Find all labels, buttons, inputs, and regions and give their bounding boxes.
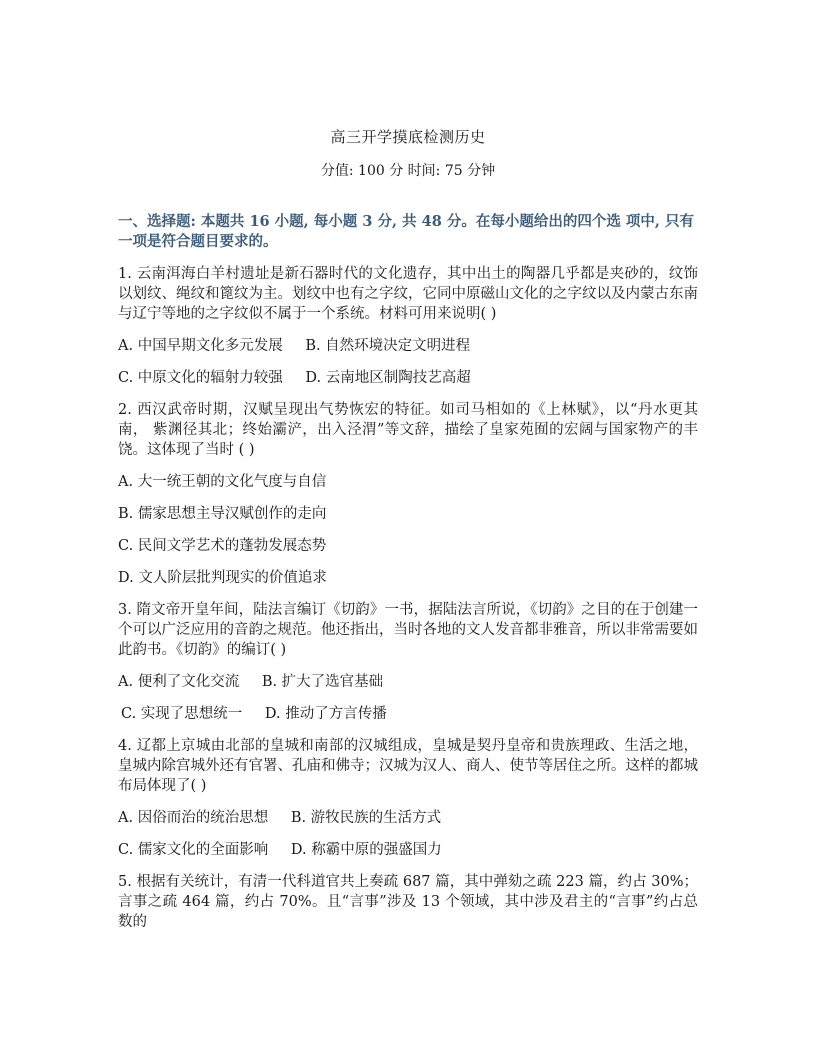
question-4-option-a: A. 因俗而治的统治思想 xyxy=(118,810,269,826)
question-2-stem: 2. 西汉武帝时期，汉赋呈现出气势恢宏的特征。如司马相如的《上林赋》，以“丹水更其南， 紫渊径其北；终始灞浐，出入泾渭”等文辞，描绘了皇家苑囿的宏阔与国家物产的丰饶。这体现了当时 ( ) xyxy=(118,402,698,458)
question-1-option-b: B. 自然环境决定文明进程 xyxy=(305,338,471,354)
question-5-stem: 5. 根据有关统计，有清一代科道官共上奏疏 687 篇，其中弹劾之疏 223 篇，约占 30%；言事之疏 464 篇，约占 70%。且“言事”涉及 13 个领域，其中涉及君主的“言事”约占总数的 xyxy=(118,874,698,930)
question-1-option-c: C. 中原文化的辐射力较强 xyxy=(118,370,283,386)
document-subtitle: 分值: 100 分 时间: 75 分钟 xyxy=(320,163,496,179)
question-1-options-row-2 xyxy=(118,368,698,388)
question-1-option-d: D. 云南地区制陶技艺高超 xyxy=(305,370,471,386)
document-body xyxy=(118,212,698,944)
question-2-option-a: A. 大一统王朝的文化气度与自信 xyxy=(118,474,327,490)
document-title: 高三开学摸底检测历史 xyxy=(330,128,486,146)
question-4-option-b: B. 游牧民族的生活方式 xyxy=(290,810,442,826)
question-4-options-row-1 xyxy=(118,808,698,828)
question-3-options-row-1 xyxy=(118,672,698,692)
question-2-option-c: C. 民间文学艺术的蓬勃发展态势 xyxy=(118,538,327,554)
section-heading: 一、选择题: 本题共 16 小题, 每小题 3 分, 共 48 分。在每小题给出的四个选 项中, 只有一项是符合题目要求的。 xyxy=(118,213,694,250)
question-3-option-b: B. 扩大了选官基础 xyxy=(261,674,384,690)
question-4-option-d: D. 称霸中原的强盛国力 xyxy=(290,842,442,858)
question-4-option-c: C. 儒家文化的全面影响 xyxy=(118,842,269,858)
question-1-stem: 1. 云南洱海白羊村遗址是新石器时代的文化遗存，其中出土的陶器几乎都是夹砂的，纹饰以划纹、绳纹和篦纹为主。划纹中也有之字纹，它同中原磁山文化的之字纹以及内蒙古东南与辽宁等地的之字纹似不属于一个系统。材料可用来说明( ) xyxy=(118,266,698,322)
question-3-stem: 3. 隋文帝开皇年间，陆法言编订《切韵》一书，据陆法言所说，《切韵》之目的在于创建一个可以广泛应用的音韵之规范。他还指出，当时各地的文人发音都非雅音，所以非常需要如此韵书。《切韵》的编订( ) xyxy=(118,602,698,658)
question-2-option-b: B. 儒家思想主导汉赋创作的走向 xyxy=(118,506,327,522)
question-1-options-row-1 xyxy=(118,336,698,356)
question-3-option-c: C. 实现了思想统一 xyxy=(121,706,243,722)
question-3-option-a: A. 便利了文化交流 xyxy=(118,674,240,690)
question-3-option-d: D. 推动了方言传播 xyxy=(264,706,387,722)
question-3-options-row-2 xyxy=(118,704,698,724)
question-1-option-a: A. 中国早期文化多元发展 xyxy=(118,338,283,354)
question-2-option-d: D. 文人阶层批判现实的价值追求 xyxy=(118,570,327,586)
question-4-options-row-2 xyxy=(118,840,698,860)
question-4-stem: 4. 辽都上京城由北部的皇城和南部的汉城组成，皇城是契丹皇帝和贵族理政、生活之地， 皇城内除宫城外还有官署、孔庙和佛寺；汉城为汉人、商人、使节等居住之所。这样的都城布局体现了( ) xyxy=(118,738,698,794)
